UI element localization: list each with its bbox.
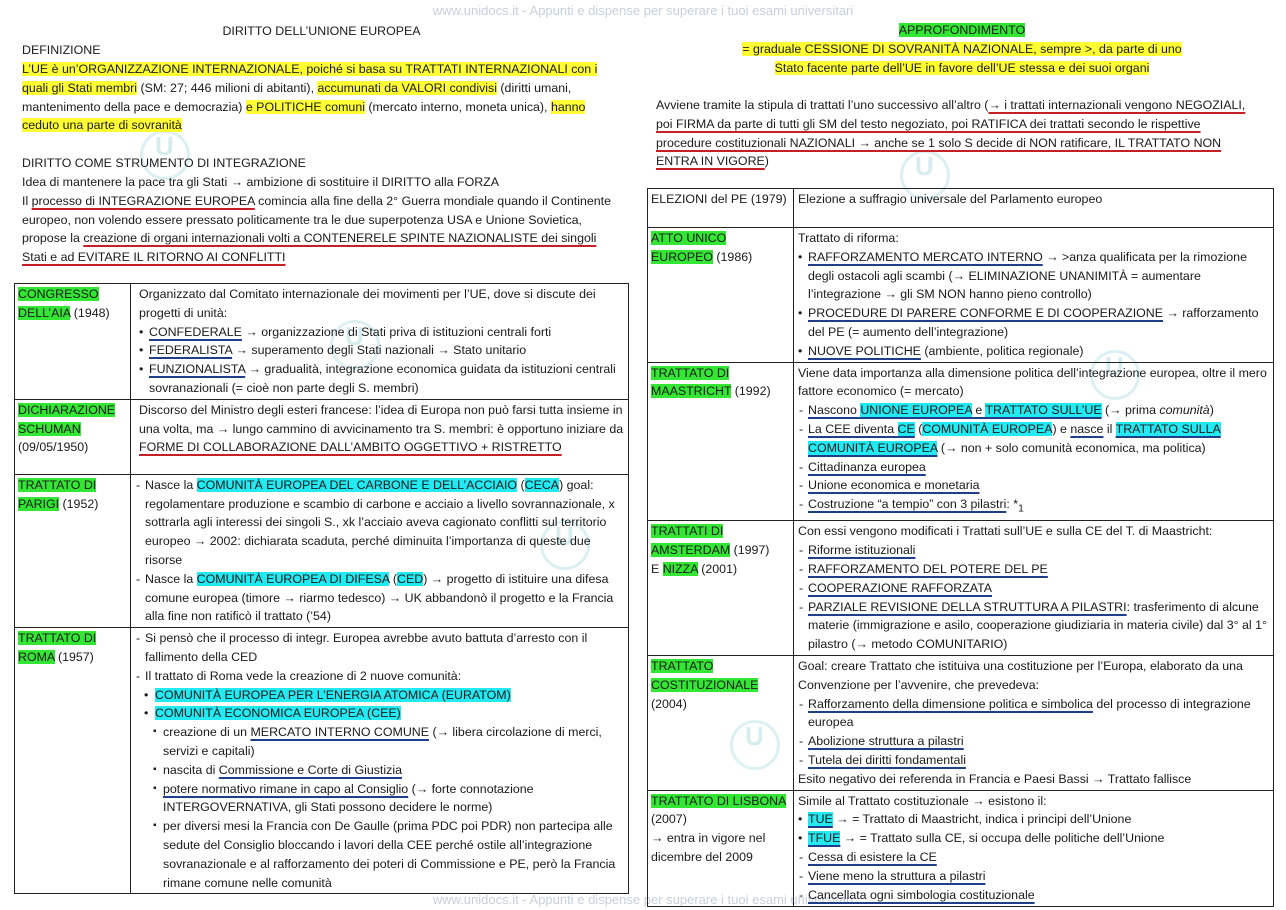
row-label: TRATTATO DI PARIGI (1952) (15, 474, 131, 627)
table-row (648, 790, 1274, 906)
def-text: (SM: 27; 446 milioni di abitanti), (137, 80, 318, 95)
row-label: TRATTATO COSTITUZIONALE (2004) (648, 656, 794, 791)
row-label: TRATTATO DI ROMA (1957) (15, 628, 131, 894)
row-content: Elezione a suffragio universale del Parlamento europeo (794, 189, 1274, 228)
right-treaties-table (647, 188, 1274, 907)
approfondimento-block (652, 21, 1272, 77)
row-content: Goal: creare Trattato che istituiva una costituzione per l’Europa, elaborato da una Convenzione per l’avvenire, che prevedeva: - Rafforzamento della dimensione politica e simbolica del processo di integrazione europea - Abolizione struttura a pilastri - Tutela dei diritti fondamentali Esito negativo dei referenda in Francia e Paesi Bassi → Trattato fallisce (794, 656, 1274, 791)
table-row (15, 474, 629, 627)
def-text: (diritti umani, mantenimento della pace e democrazia) (22, 80, 572, 114)
table-row (648, 362, 1274, 521)
row-label: TRATTATO DI LISBONA (2007) → entra in vigore nel dicembre del 2009 (648, 790, 794, 906)
watermark-bottom: www.unidocs.it - Appunti e dispense per superare i tuoi esami universitari (432, 892, 854, 907)
def-highlight: hanno ceduto una parte di sovranità (22, 99, 586, 133)
definizione-text (22, 60, 622, 135)
row-content: Con essi vengono modificati i Trattati sull’UE e sulla CE del T. di Maastricht: - Riforme istituzionali - RAFFORZAMENTO DEL POTERE DEL PE - COOPERAZIONE RAFFORZATA - PARZIALE REVISIONE DELLA STRUTTURA A PILASTRI: trasferimento di alcune materie (immigrazione e asilo, cooperazione giudiziaria in materia civile) dal 3° al 1° pilastro (→ metodo COMUNITARIO) (794, 521, 1274, 656)
approf-line: Stato facente parte dell’UE in favore dell’UE stessa e dei suoi organi (774, 60, 1150, 75)
row-content: - Si pensò che il processo di integr. Europea avrebbe avuto battuta d’arresto con il fallimento della CED - Il trattato di Roma vede la creazione di 2 nuove comunità: • COMUNITÀ EUROPEA PER L’ENERGIA ATOMICA (EURATOM) • COMUNITÀ ECONOMICA EUROPEA (CEE) ▪ creazione di un MERCATO INTERNO COMUNE (→ libera circolazione di merci, servizi e capitali) ▪ nascita di Commissione e Corte di Giustizia ▪ potere normativo rimane in capo al Consiglio (→ forte connotazione INTERGOVERNATIVA, gli Stati possono decidere le norme) ▪ per diversi mesi la Francia con De Gaulle (prima PDC poi PDR) non partecipa alle sedute del Consiglio bloccando i lavori della CEE perché ostile all’integrazione sovranazionale e al rafforzamento dei poteri di Commissione e PE, però la Francia rimane comune nelle comunità (131, 628, 629, 894)
table-row (15, 284, 629, 400)
table-row (648, 189, 1274, 228)
approfondimento-heading: APPROFONDIMENTO (898, 23, 1026, 37)
table-row (648, 521, 1274, 656)
row-label: ELEZIONI del PE (1979) (648, 189, 794, 228)
row-content: Viene data importanza alla dimensione politica dell’integrazione europea, oltre il mero fattore economico (= mercato) - Nascono UNIONE EUROPEA e TRATTATO SULL’UE (→ prima comunità) - La CEE diventa CE (COMUNITÀ EUROPEA) e nasce il TRATTATO SULLA COMUNITÀ EUROPEA (→ non + solo comunità economica, ma politica) - Cittadinanza europea - Unione economica e monetaria - Costruzione “a tempio” con 3 pilastri: $*_1$ (794, 362, 1274, 521)
row-label: TRATTATI DI AMSTERDAM (1997) E NIZZA (2001) (648, 521, 794, 656)
def-highlight: e POLITICHE comuni (245, 99, 365, 114)
document-title: DIRITTO DELL’UNIONE EUROPEA (222, 24, 421, 38)
def-highlight: accumunati da VALORI condivisi (317, 80, 497, 95)
row-content: - Nasce la COMUNITÀ EUROPEA DEL CARBONE E DELL’ACCIAIO (CECA) goal: regolamentare produzione e scambio di carbone e acciaio a livello sovrannazionale, x sottrarla agli interessi dei singoli S., xk l’acciaio aveva cagionato conflitti sul territorio europeo → 2002: dichiarata scaduta, perché diminuita l’importanza di queste due risorse - Nasce la COMUNITÀ EUROPEA DI DIFESA (CED) → progetto di istituire una difesa comune europea (timore → riarmo tedesco) → UK abbandonò il progetto e la Francia alla fine non ratificò il trattato (’54) (131, 474, 629, 627)
strumento-heading: DIRITTO COME STRUMENTO DI INTEGRAZIONE (22, 156, 306, 170)
row-content: Simile al Trattato costituzionale → esistono il: • TUE → = Trattato di Maastricht, indica i principi dell’Unione • TFUE → = Trattato sulla CE, si occupa delle politiche dell’Unione - Cessa di esistere la CE - Viene meno la struttura a pilastri - Cancellata ogni simbologia costituzionale (794, 790, 1274, 906)
def-highlight: L’UE è un’ORGANIZZAZIONE INTERNAZIONALE, poiché si basa su TRATTATI INTERNAZIONALI con i quali gli Stati membri (22, 62, 598, 95)
strumento-text (22, 173, 622, 267)
strumento-paragraph: Il processo di INTEGRAZIONE EUROPEA comincia alla fine della 2° Guerra mondiale quando il Continente europeo, non volendo essere pressato politicamente tra le due superpotenza USA e Unione Sovietica, propose la creazione di organi internazionali volti a CONTENERELE SPINTE NAZIONALISTE dei singoli Stati e ad EVITARE IL RITORNO AI CONFLITTI (22, 193, 611, 265)
row-content: Discorso del Ministro degli esteri francese: l’idea di Europa non può farsi tutta insieme in una volta, ma → lungo cammino di avvicinamento tra S. membri: è opportuno iniziare da FORME DI COLLABORAZIONE DALL’AMBITO OGGETTIVO + RISTRETTO (131, 399, 629, 474)
row-label: ATTO UNICO EUROPEO (1986) (648, 228, 794, 363)
row-label: TRATTATO DI MAASTRICHT (1992) (648, 362, 794, 521)
watermark-top: www.unidocs.it - Appunti e dispense per superare i tuoi esami universitari (432, 3, 854, 18)
row-content: Organizzato dal Comitato internazionale dei movimenti per l’UE, dove si discute dei progetti di unità: • CONFEDERALE → organizzazione di Stati priva di istituzioni centrali forti • FEDERALISTA → superamento degli Stati nazionali → Stato unitario • FUNZIONALISTA → gradualità, integrazione economica guidata da istituzioni centrali sovranazionali (= cioè non parte degli S. membri) (131, 284, 629, 400)
avviene-paragraph: Avviene tramite la stipula di trattati l’uno successivo all’altro (→ i trattati internazionali vengono NEGOZIALI, poi FIRMA da parte di tutti gli SM del testo negoziato, poi RATIFICA dei trattati secondo le rispettive procedure costituzionali NAZIONALI → anche se 1 solo S decide di NON ratificare, IL TRATTATO NON ENTRA IN VIGORE) (656, 98, 1246, 169)
row-label: DICHIARAZIONE SCHUMAN (09/05/1950) (15, 399, 131, 474)
row-content: Trattato di riforma: • RAFFORZAMENTO MERCATO INTERNO → >anza qualificata per la rimozione degli ostacoli agli scambi (→ ELIMINAZIONE UNANIMITÀ = aumentare l’integrazione → gli SM NON hanno pieno controllo) • PROCEDURE DI PARERE CONFORME E DI COOPERAZIONE → rafforzamento del PE (= aumento dell’integrazione) • NUOVE POLITICHE (ambiente, politica regionale) (794, 228, 1274, 363)
strumento-line: Idea di mantenere la pace tra gli Stati → ambizione di sostituire il DIRITTO alla FORZA (22, 175, 500, 189)
table-row (15, 399, 629, 474)
row-label: CONGRESSO DELL’AIA (1948) (15, 284, 131, 400)
def-text: (mercato interno, moneta unica), (364, 99, 551, 114)
table-row (15, 628, 629, 894)
approf-line: = graduale CESSIONE DI SOVRANITÀ NAZIONALE, sempre >, da parte di uno (742, 41, 1182, 56)
table-row (648, 656, 1274, 791)
table-row (648, 228, 1274, 363)
definizione-heading: DEFINIZIONE (22, 43, 101, 57)
left-treaties-table (14, 283, 629, 894)
